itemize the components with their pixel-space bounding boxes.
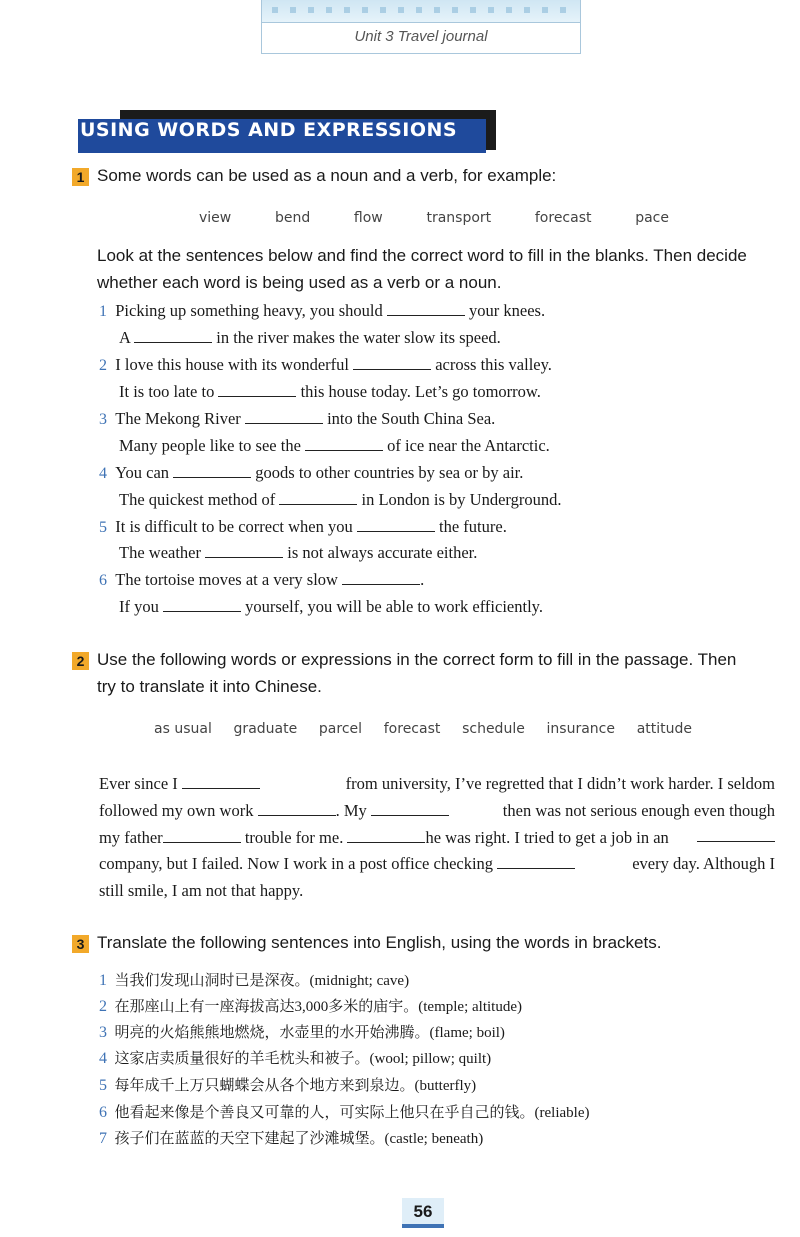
word-bank-item: graduate [233,721,298,737]
section-title: USING WORDS AND EXPRESSIONS [80,119,458,141]
ex1-item-2-line-a: 2 I love this house with its wonderful across this valley. [99,355,552,374]
chinese-sentence: 孩子们在蓝蓝的天空下建起了沙滩城堡。 [114,1131,385,1147]
page-number: 56 [402,1198,444,1228]
word-bank-item: forecast [534,210,592,226]
answer-blank[interactable] [347,829,425,843]
exercise-2-number: 2 [72,652,89,670]
item-number: 5 [99,1077,107,1094]
word-hint: (castle; beneath) [384,1131,484,1147]
item-number: 6 [99,572,107,589]
ex1-item-3-line-b: Many people like to see the of ice near the Antarctic. [119,436,550,455]
chinese-sentence: 明亮的火焰熊熊地燃烧，水壶里的水开始沸腾。 [114,1025,430,1041]
section-banner [78,110,496,150]
exercise-2-instruction-line-2: try to translate it into Chinese. [97,677,322,696]
wave-decoration [262,0,580,23]
word-hint: (reliable) [534,1105,590,1121]
word-bank-item: pace [635,210,669,226]
exercise-1-intro-line-1: Look at the sentences below and find the correct word to fill in the blanks. Then decide [97,246,747,265]
item-number: 6 [99,1104,107,1121]
answer-blank[interactable] [497,855,575,869]
word-bank-item: parcel [318,721,363,737]
passage-line-5: still smile, I am not that happy. [99,881,304,900]
unit-label: Unit 3 Travel journal [354,28,488,45]
exercise-1-number: 1 [72,168,89,186]
exercise-3-number: 3 [72,935,89,953]
answer-blank[interactable] [182,775,260,789]
chinese-sentence: 他看起来像是个善良又可靠的人，可实际上他只在乎自己的钱。 [114,1105,535,1121]
item-number: 1 [99,972,107,989]
answer-blank[interactable] [387,302,465,316]
word-hint: (butterfly) [414,1078,477,1094]
chinese-sentence: 在那座山上有一座海拔高达3,000多米的庙宇。 [114,999,419,1015]
word-bank-item: schedule [462,721,525,737]
word-bank-item: view [199,210,232,226]
ex1-item-3-line-a: 3 The Mekong River into the South China Sea. [99,409,496,428]
ex1-item-5-line-a: 5 It is difficult to be correct when you the future. [99,517,507,536]
ex3-item-5 [99,1074,476,1095]
passage-line-3: my father trouble for me. he was right. I tried to get a job in an [99,828,775,848]
answer-blank[interactable] [245,410,323,424]
ex1-item-6-line-b: If you yourself, you will be able to work efficiently. [119,597,543,616]
exercise-2-word-bank [154,721,692,737]
answer-blank[interactable] [258,802,336,816]
item-number: 7 [99,1130,107,1147]
exercise-1-intro-line-2: whether each word is being used as a verb or a noun. [97,273,502,292]
word-hint: (wool; pillow; quilt) [369,1051,492,1067]
word-hint: (midnight; cave) [309,973,410,989]
answer-blank[interactable] [134,329,212,343]
answer-blank[interactable] [357,518,435,532]
word-bank-item: flow [353,210,383,226]
word-hint: (temple; altitude) [418,999,522,1015]
chinese-sentence: 每年成千上万只蝴蝶会从各个地方来到泉边。 [114,1078,415,1094]
answer-blank[interactable] [353,356,431,370]
answer-blank[interactable] [305,437,383,451]
ex1-item-1-line-a: 1 Picking up something heavy, you should your knees. [99,301,546,320]
word-bank-item: bend [274,210,311,226]
answer-blank[interactable] [163,829,241,843]
item-number: 1 [99,303,107,320]
word-bank-item: transport [426,210,492,226]
answer-blank[interactable] [173,464,251,478]
exercise-1-word-bank [199,210,669,226]
answer-blank[interactable] [218,383,296,397]
ex1-item-4-line-a: 4 You can goods to other countries by sea or by air. [99,463,524,482]
ex1-item-6-line-a: 6 The tortoise moves at a very slow . [99,570,425,589]
word-bank-item: attitude [636,721,692,737]
answer-blank[interactable] [279,491,357,505]
answer-blank[interactable] [342,571,420,585]
ex1-item-4-line-b: The quickest method of in London is by Underground. [119,490,562,509]
word-bank-item: insurance [546,721,615,737]
passage-line-4: company, but I failed. Now I work in a post office checking every day. Although I [99,854,775,873]
item-number: 3 [99,411,107,428]
word-hint: (flame; boil) [429,1025,505,1041]
item-number: 3 [99,1024,107,1041]
answer-blank[interactable] [371,802,449,816]
item-number: 4 [99,465,107,482]
ex3-item-2 [99,995,522,1016]
ex1-item-5-line-b: The weather is not always accurate either. [119,543,478,562]
chinese-sentence: 这家店卖质量很好的羊毛枕头和被子。 [114,1051,370,1067]
item-number: 5 [99,519,107,536]
item-number: 2 [99,998,107,1015]
passage-line-2: followed my own work . My then was not serious enough even though [99,801,775,820]
word-bank-item: forecast [383,721,441,737]
exercise-1-instruction: Some words can be used as a noun and a verb, for example: [97,166,557,185]
unit-header-tab [261,0,581,54]
exercise-3-instruction: Translate the following sentences into English, using the words in brackets. [97,933,662,952]
ex1-item-1-line-b: A in the river makes the water slow its speed. [119,328,501,347]
ex3-item-1 [99,969,409,990]
item-number: 2 [99,357,107,374]
item-number: 4 [99,1050,107,1067]
passage-line-1: Ever since I from university, I’ve regretted that I didn’t work harder. I seldom [99,774,775,793]
ex3-item-3 [99,1021,505,1042]
exercise-2-instruction-line-1: Use the following words or expressions in the correct form to fill in the passage. Then [97,650,737,669]
answer-blank[interactable] [697,828,775,842]
answer-blank[interactable] [205,544,283,558]
answer-blank[interactable] [163,598,241,612]
ex3-item-6 [99,1101,589,1122]
chinese-sentence: 当我们发现山洞时已是深夜。 [114,973,310,989]
ex3-item-7 [99,1127,483,1148]
word-bank-item: as usual [154,721,212,737]
ex1-item-2-line-b: It is too late to this house today. Let’s go tomorrow. [119,382,541,401]
ex3-item-4 [99,1047,491,1068]
